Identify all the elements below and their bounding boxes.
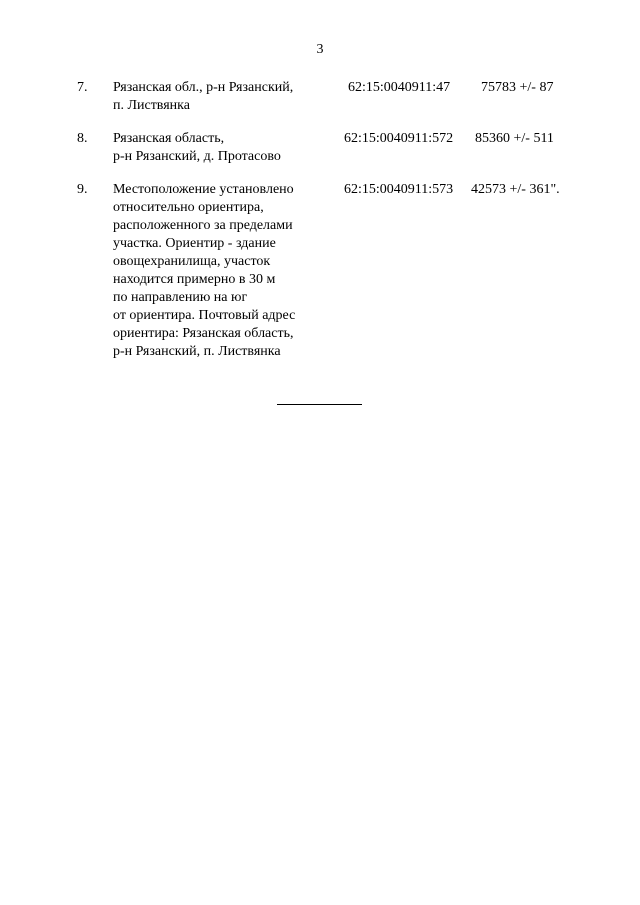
address-line: находится примерно в 30 м [113,272,276,287]
address-line: расположенного за пределами [113,218,293,233]
area-value: 85360 +/- 511 [475,131,554,146]
area-value: 42573 +/- 361". [471,182,560,197]
address-line: п. Листвянка [113,98,190,113]
row-address [113,130,328,166]
address-line: Рязанская область, [113,131,225,146]
address-line: овощехранилища, участок [113,254,271,269]
row-address [113,181,328,361]
area-value: 75783 +/- 87 [481,80,554,95]
address-line: Местоположение установлено [113,182,294,197]
address-line: по направлению на юг [113,290,248,305]
address-line: р-н Рязанский, п. Листвянка [113,344,281,359]
end-separator-line [277,404,362,405]
row-address [113,79,328,115]
cadastral-number: 62:15:0040911:47 [348,80,451,95]
row-number: 9. [77,182,88,197]
address-line: участка. Ориентир - здание [113,236,276,251]
cadastral-number: 62:15:0040911:573 [344,182,454,197]
address-line: р-н Рязанский, д. Протасово [113,149,281,164]
row-number: 7. [77,80,88,95]
page-number: 3 [316,42,324,57]
address-line: относительно ориентира, [113,200,264,215]
address-line: Рязанская обл., р-н Рязанский, [113,80,294,95]
address-line: от ориентира. Почтовый адрес [113,308,296,323]
cadastral-number: 62:15:0040911:572 [344,131,454,146]
row-number: 8. [77,131,88,146]
address-line: ориентира: Рязанская область, [113,326,294,341]
